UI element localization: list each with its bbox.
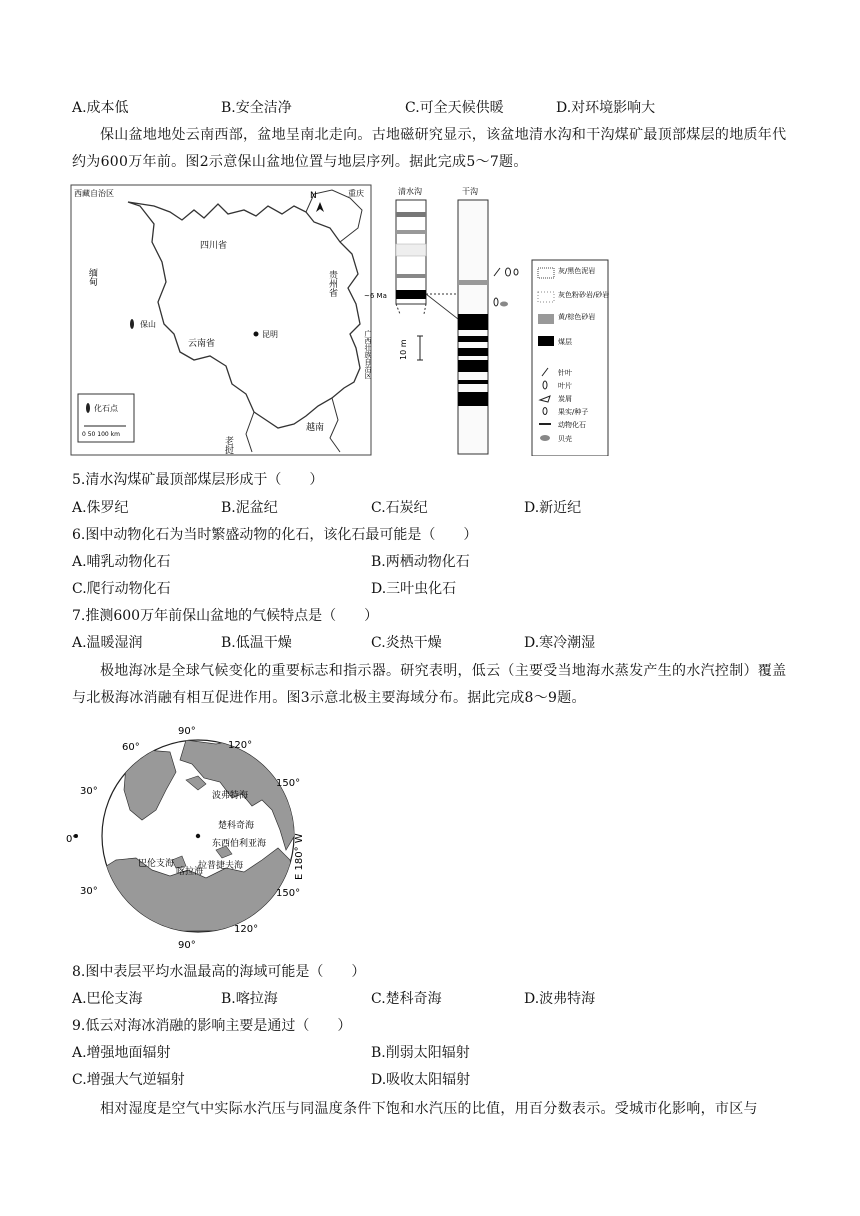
sea-chukchi: 楚科奇海 [218, 821, 255, 831]
label-yunnan: 云南省 [188, 339, 216, 349]
figure-3 [66, 720, 328, 952]
legend-coal: 煤层 [558, 338, 572, 346]
deg-left-30: 30° [80, 786, 98, 797]
q9-option-a: A.增强地面辐射 [72, 1045, 171, 1061]
deg-top-60: 60° [122, 742, 140, 753]
deg-bottom-120: 120° [234, 924, 259, 935]
deg-top-120: 120° [228, 740, 253, 751]
col-gangou-label: 干沟 [462, 187, 478, 196]
q8-option-b: B.喀拉海 [221, 991, 278, 1007]
q7-option-b: B.低温干燥 [221, 635, 292, 651]
q7-option-c: C.炎热干燥 [371, 635, 442, 651]
legend-mudstone: 灰/黑色泥岩 [558, 267, 596, 275]
sea-east-siberian: 东西伯利亚海 [212, 839, 267, 849]
label-myanmar: 缅甸 [87, 268, 97, 286]
city-baoshan: 保山 [140, 320, 156, 329]
q4-option-c: C.可全天候供暖 [405, 100, 504, 116]
q8-option-c: C.楚科奇海 [371, 991, 442, 1007]
label-tibet: 西藏自治区 [74, 189, 114, 198]
legend-siltstone: 灰色粉砂岩/砂岩 [558, 291, 610, 299]
q7-option-d: D.寒冷潮湿 [524, 635, 596, 651]
gangou-coal-1 [458, 314, 488, 330]
deg-top-90: 90° [178, 726, 196, 737]
q9-option-d: D.吸收太阳辐射 [371, 1072, 471, 1088]
q6-option-c: C.爬行动物化石 [72, 581, 171, 597]
deg-right-bottom-150: 150° [276, 888, 301, 899]
q4-option-d: D.对环境影响大 [556, 100, 656, 116]
q6-stem: 6.图中动物化石为当时繁盛动物的化石，该化石最可能是（ ） [72, 527, 478, 543]
q8-stem: 8.图中表层平均水温最高的海域可能是（ ） [72, 964, 366, 980]
city-kunming: 昆明 [262, 330, 278, 339]
intro-5-7: 保山盆地地处云南西部，盆地呈南北走向。古地磁研究显示，该盆地清水沟和干沟煤矿最顶部煤层的地质年代约为600万年前。图2示意保山盆地位置与地层序列。据此完成5～7题。 [72, 127, 787, 170]
q7-stem: 7.推测600万年前保山盆地的气候特点是（ ） [72, 608, 379, 624]
label-guangxi: 广西壮族自治区 [364, 330, 372, 379]
intro-next: 相对湿度是空气中实际水汽压与同温度条件下饱和水汽压的比值，用百分数表示。受城市化影响，市区与 [100, 1101, 758, 1117]
q5-option-c: C.石炭纪 [371, 500, 428, 516]
q5-stem: 5.清水沟煤矿最顶部煤层形成于（ ） [72, 472, 324, 488]
q9-option-c: C.增强大气逆辐射 [72, 1072, 185, 1088]
label-laos: 老挝 [223, 436, 233, 454]
scale-10m: 10 m [399, 339, 408, 360]
legend-seed: 果实/种子 [558, 408, 589, 416]
label-sichuan: 四川省 [200, 241, 228, 251]
qingshuigou-coal-top [396, 290, 426, 299]
age-marker: ~6 Ma [364, 292, 387, 300]
deg-bottom-90: 90° [178, 940, 196, 951]
deg-right-180: E 180° W [294, 833, 305, 880]
shell-icon [540, 435, 550, 441]
north-pole-dot-icon [196, 834, 200, 838]
legend-animal: 动物化石 [558, 421, 586, 429]
sea-barents: 巴伦支海 [138, 859, 175, 869]
sea-beaufort: 波弗特海 [212, 791, 249, 801]
deg-left-0: 0° [66, 834, 78, 845]
q8-option-a: A.巴伦支海 [72, 991, 143, 1007]
q8-option-d: D.波弗特海 [524, 991, 596, 1007]
legend-leaf: 叶片 [558, 382, 572, 390]
figure-2 [70, 184, 610, 456]
q6-option-d: D.三叶虫化石 [371, 581, 457, 597]
q6-option-a: A.哺乳动物化石 [72, 554, 171, 570]
legend-fossil: 化石点 [94, 404, 118, 413]
q9-stem: 9.低云对海冰消融的影响主要是通过（ ） [72, 1018, 352, 1034]
fossil-point-icon [86, 403, 90, 413]
q4-option-b: B.安全洁净 [221, 100, 292, 116]
q4-option-a: A.成本低 [72, 100, 129, 116]
deg-left-bottom-30: 30° [80, 886, 98, 897]
q6-option-b: B.两栖动物化石 [371, 554, 470, 570]
baoshan-fossil-icon [130, 319, 134, 329]
q7-option-a: A.温暖湿润 [72, 635, 143, 651]
q9-option-b: B.削弱太阳辐射 [371, 1045, 470, 1061]
q5-option-b: B.泥盆纪 [221, 500, 278, 516]
sea-laptev: 拉普捷夫海 [198, 861, 244, 871]
q5-option-a: A.侏罗纪 [72, 500, 129, 516]
north-label: N [310, 191, 317, 201]
label-vietnam: 越南 [306, 423, 325, 433]
intro-8-9: 极地海冰是全球气候变化的重要标志和指示器。研究表明，低云（主要受当地海水蒸发产生的水汽控制）覆盖与北极海冰消融有相互促进作用。图3示意北极主要海域分布。据此完成8～9题。 [72, 663, 787, 706]
legend-needle: 针叶 [558, 369, 572, 377]
legend-sandstone: 黄/棕色砂岩 [558, 313, 596, 321]
map-scale: 0 50 100 km [82, 431, 120, 438]
sea-kara: 喀拉海 [176, 867, 204, 877]
kunming-dot-icon [254, 332, 259, 337]
legend-shell: 贝壳 [558, 435, 572, 443]
col-qingshuigou-label: 清水沟 [398, 187, 422, 196]
label-chongqing: 重庆 [348, 189, 364, 198]
legend-charcoal: 炭屑 [558, 395, 572, 403]
deg-right-150: 150° [276, 778, 301, 789]
label-guizhou: 贵州省 [327, 270, 337, 297]
q5-option-d: D.新近纪 [524, 500, 582, 516]
